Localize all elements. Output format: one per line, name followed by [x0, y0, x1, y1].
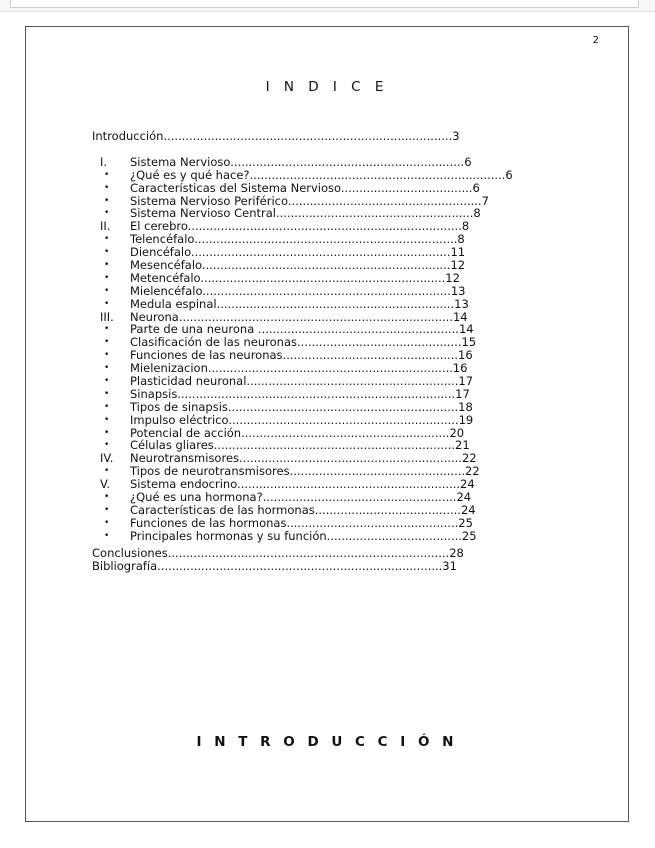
toc-entry-text: Principales hormonas y su función.....................................25 [130, 528, 477, 543]
bullet-icon: • [104, 504, 110, 515]
previous-page-edge [0, 0, 655, 12]
toc-entry-text: Bibliografía..............................................................................31 [92, 558, 457, 573]
bullet-icon: • [104, 234, 110, 245]
toc-subentry[interactable] [92, 169, 552, 182]
toc-entry-text: ¿Qué es y qué hace?......................................................................6 [130, 167, 513, 182]
bullet-icon: • [104, 182, 110, 193]
bullet-icon: • [104, 272, 110, 283]
toc-entry-text: Células gliares..................................................................21 [130, 438, 470, 453]
toc-subentry[interactable] [92, 388, 552, 401]
toc-entry-text: ¿Qué es una hormona?.....................................................24 [130, 490, 472, 505]
page-number: 2 [592, 35, 599, 46]
toc-subentry[interactable] [92, 375, 552, 388]
toc-entry-text: Metencéfalo...................................................................12 [130, 270, 460, 285]
toc-entry-text: Sistema Nervioso................................................................6 [130, 154, 472, 169]
bullet-icon: • [104, 324, 110, 335]
bullet-icon: • [104, 376, 110, 387]
toc-subentry[interactable] [92, 298, 552, 311]
toc-entry-text: El cerebro...........................................................................8 [130, 219, 470, 234]
toc-entry-text: Funciones de las neuronas................................................16 [130, 348, 473, 363]
toc-entry-text: Impulso eléctrico...............................................................19 [130, 412, 474, 427]
toc-entry-text: Sistema Nervioso Periférico.....................................................7 [130, 193, 489, 208]
toc-entry-text: Sinapsis............................................................................17 [130, 386, 470, 401]
toc-entry-introduccion[interactable] [92, 130, 552, 143]
toc-roman-numeral: I. [100, 154, 108, 169]
toc-entry-text: Medula espinal.................................................................13 [130, 296, 469, 311]
toc-entry-text: Mesencéfalo....................................................................12 [130, 258, 466, 273]
bullet-icon: • [104, 388, 110, 399]
previous-page-bottom [10, 0, 639, 8]
toc-roman-numeral: II. [100, 219, 111, 234]
bullet-icon: • [104, 247, 110, 258]
toc-subentry[interactable] [92, 272, 552, 285]
bullet-icon: • [104, 414, 110, 425]
toc-entry-text: Mielenizacion...................................................................16 [130, 361, 468, 376]
toc-roman-numeral: V. [100, 477, 111, 492]
bullet-icon: • [104, 337, 110, 348]
toc-entry-text: Introducción...............................................................................3 [92, 129, 460, 143]
toc-subentry[interactable] [92, 504, 552, 517]
table-of-contents [92, 130, 552, 572]
bullet-icon: • [104, 530, 110, 541]
toc-entry-text: Conclusiones.............................................................................28 [92, 545, 464, 560]
toc-title: I N D I C E [265, 79, 389, 95]
toc-entry-text: Plasticidad neuronal..........................................................17 [130, 374, 474, 389]
section-heading-introduccion: I N T R O D U C C I Ó N [196, 734, 458, 750]
bullet-icon: • [104, 363, 110, 374]
toc-roman-numeral: III. [100, 309, 114, 324]
bullet-icon: • [104, 517, 110, 528]
toc-entry-text: Diencéfalo.......................................................................11 [130, 245, 466, 260]
toc-entry-text: Sistema endocrino.............................................................24 [130, 477, 475, 492]
toc-entry-text: Neurotransmisores.............................................................22 [130, 451, 477, 466]
toc-subentry[interactable] [92, 414, 552, 427]
toc-spacer [92, 143, 552, 156]
toc-subentry[interactable] [92, 285, 552, 298]
toc-entry-text: Tipos de neurotransmisores................................................22 [130, 464, 480, 479]
toc-sections [92, 156, 552, 543]
toc-entry-text: Mielencéfalo....................................................................13 [130, 283, 466, 298]
toc-entry-text: Telencéfalo........................................................................8 [130, 232, 465, 247]
bullet-icon: • [104, 492, 110, 503]
toc-subentry[interactable] [92, 259, 552, 272]
toc-subentry[interactable] [92, 530, 552, 543]
toc-entry-text: Sistema Nervioso Central......................................................8 [130, 206, 481, 221]
toc-entry-text: Neurona...........................................................................14 [130, 309, 468, 324]
toc-section-entry[interactable] [92, 156, 552, 169]
bullet-icon: • [104, 260, 110, 271]
bullet-icon: • [104, 195, 110, 206]
toc-entry-text: Funciones de las hormonas...............................................25 [130, 515, 473, 530]
toc-entry-text: Tipos de sinapsis...............................................................18 [130, 399, 473, 414]
bullet-icon: • [104, 401, 110, 412]
toc-entry-conclusiones[interactable] [92, 547, 552, 560]
toc-subentry[interactable] [92, 182, 552, 195]
document-page [25, 26, 629, 822]
bullet-icon: • [104, 208, 110, 219]
toc-entry-text: Parte de una neurona .......................................................14 [130, 322, 474, 337]
bullet-icon: • [104, 298, 110, 309]
bullet-icon: • [104, 285, 110, 296]
bullet-icon: • [104, 427, 110, 438]
toc-subentry[interactable] [92, 401, 552, 414]
toc-entry-text: Clasificación de las neuronas.............................................15 [130, 335, 477, 350]
bullet-icon: • [104, 440, 110, 451]
toc-subentry[interactable] [92, 491, 552, 504]
toc-entry-text: Características de las hormonas........................................24 [130, 502, 476, 517]
bullet-icon: • [104, 466, 110, 477]
toc-entry-bibliografia[interactable] [92, 560, 552, 573]
bullet-icon: • [104, 350, 110, 361]
toc-roman-numeral: IV. [100, 451, 114, 466]
bullet-icon: • [104, 169, 110, 180]
toc-entry-text: Características del Sistema Nervioso....................................6 [130, 180, 480, 195]
toc-entry-text: Potencial de acción.........................................................20 [130, 425, 465, 440]
toc-subentry[interactable] [92, 517, 552, 530]
